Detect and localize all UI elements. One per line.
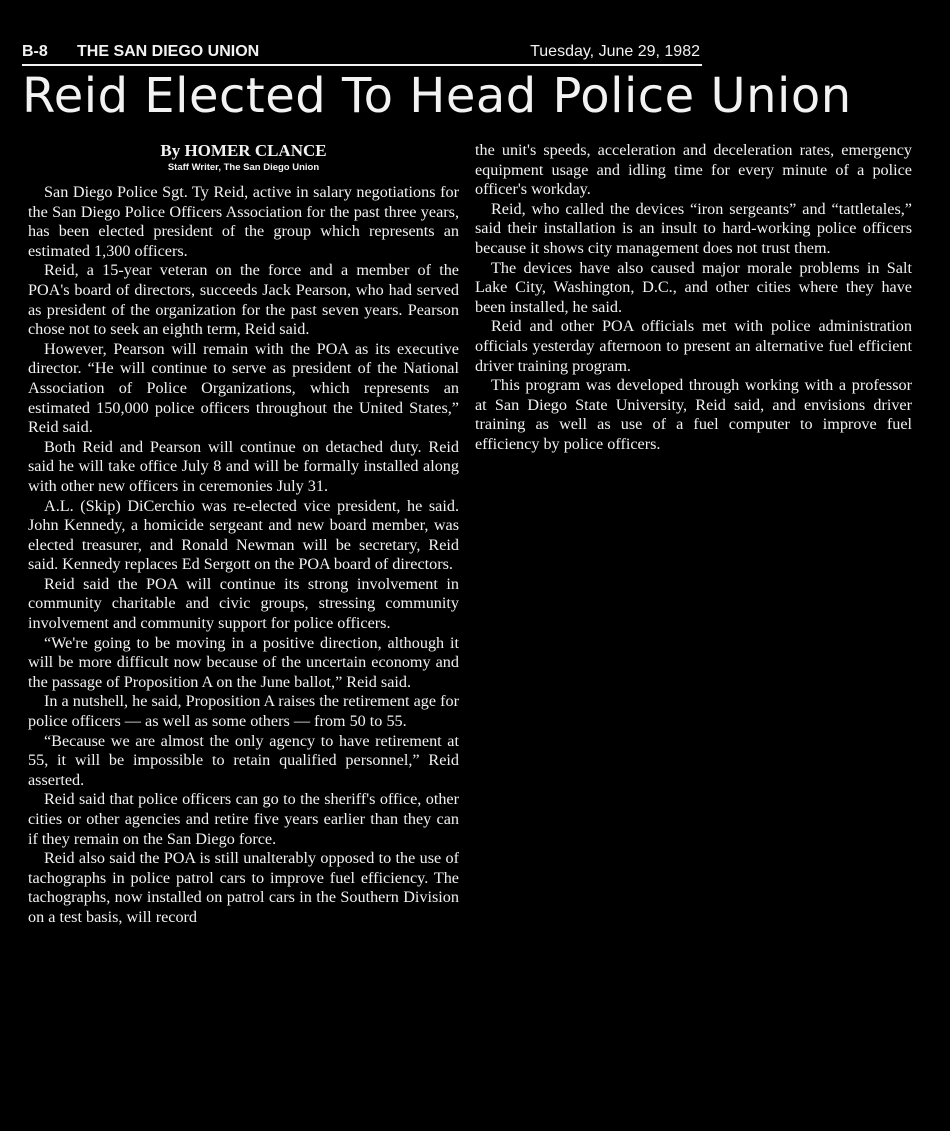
headline: Reid Elected To Head Police Union xyxy=(22,68,852,124)
article-column-left xyxy=(28,141,459,928)
article-column-right xyxy=(475,141,912,455)
byline-credit: Staff Writer, The San Diego Union xyxy=(167,162,320,173)
paragraph: A.L. (Skip) DiCerchio was re-elected vice president, he said. John Kennedy, a homicide sergeant and new board member, was elected treasurer, and Ronald Newman will be secretary, Reid said. Kennedy replaces Ed Sergott on the POA board of directors. xyxy=(28,496,459,574)
paragraph: In a nutshell, he said, Proposition A raises the retirement age for police officers — as well as some others — from 50 to 55. xyxy=(28,692,459,731)
paragraph: Reid, a 15-year veteran on the force and a member of the POA's board of directors, succeeds Jack Pearson, who had served as president of the organization for the past seven years. Pearson chose not to seek an eighth term, Reid said. xyxy=(28,261,459,339)
paragraph: “We're going to be moving in a positive direction, although it will be more difficult now because of the uncertain economy and the passage of Proposition A on the June ballot,” Reid said. xyxy=(28,633,459,691)
paragraph: Reid, who called the devices “iron sergeants” and “tattletales,” said their installation is an insult to hard-working police officers because it shows city management does not trust them. xyxy=(475,199,912,257)
paragraph: This program was developed through working with a professor at San Diego State University, Reid said, and envisions driver training as well as use of a fuel computer to improve fuel efficiency by police officers. xyxy=(475,376,912,453)
page-number: B-8 xyxy=(22,43,48,60)
newspaper-name: THE SAN DIEGO UNION xyxy=(77,43,260,60)
byline: By HOMER CLANCE xyxy=(160,141,327,160)
paragraph: Reid also said the POA is still unalterably opposed to the use of tachographs in police patrol cars to improve fuel efficiency. The tachographs, now installed on patrol cars in the Southern Division on a test basis, will record xyxy=(28,849,459,926)
paragraph: However, Pearson will remain with the POA as its executive director. “He will continue to serve as president of the National Association of Police Organizations, which represents an estimated 150,000 police officers throughout the United States,” Reid said. xyxy=(28,339,459,437)
paragraph: San Diego Police Sgt. Ty Reid, active in salary negotiations for the San Diego Police Officers Association for the past three years, has been elected president of the group which represents an estimated 1,300 officers. xyxy=(28,183,459,260)
paragraph: “Because we are almost the only agency to have retirement at 55, it will be impossible to retain qualified personnel,” Reid asserted. xyxy=(28,731,459,789)
paragraph: Reid said that police officers can go to the sheriff's office, other cities or other agencies and retire five years earlier than they can if they remain on the San Diego force. xyxy=(28,790,459,848)
paragraph: Reid and other POA officials met with police administration officials yesterday afternoon to present an alternative fuel efficient driver training program. xyxy=(475,317,912,375)
paragraph: Reid said the POA will continue its strong involvement in community charitable and civic groups, stressing community involvement and community support for police officers. xyxy=(28,574,459,633)
paragraph-continued: the unit's speeds, acceleration and deceleration rates, emergency equipment usage and idling time for every minute of a police officer's workday. xyxy=(475,141,912,199)
masthead xyxy=(22,42,702,66)
paragraph: Both Reid and Pearson will continue on detached duty. Reid said he will take office July 8 and will be formally installed along with other new officers in ceremonies July 31. xyxy=(28,437,459,495)
publication-date: Tuesday, June 29, 1982 xyxy=(530,43,700,60)
paragraph: The devices have also caused major morale problems in Salt Lake City, Washington, D.C., and other cities where they have been installed, he said. xyxy=(475,258,912,316)
